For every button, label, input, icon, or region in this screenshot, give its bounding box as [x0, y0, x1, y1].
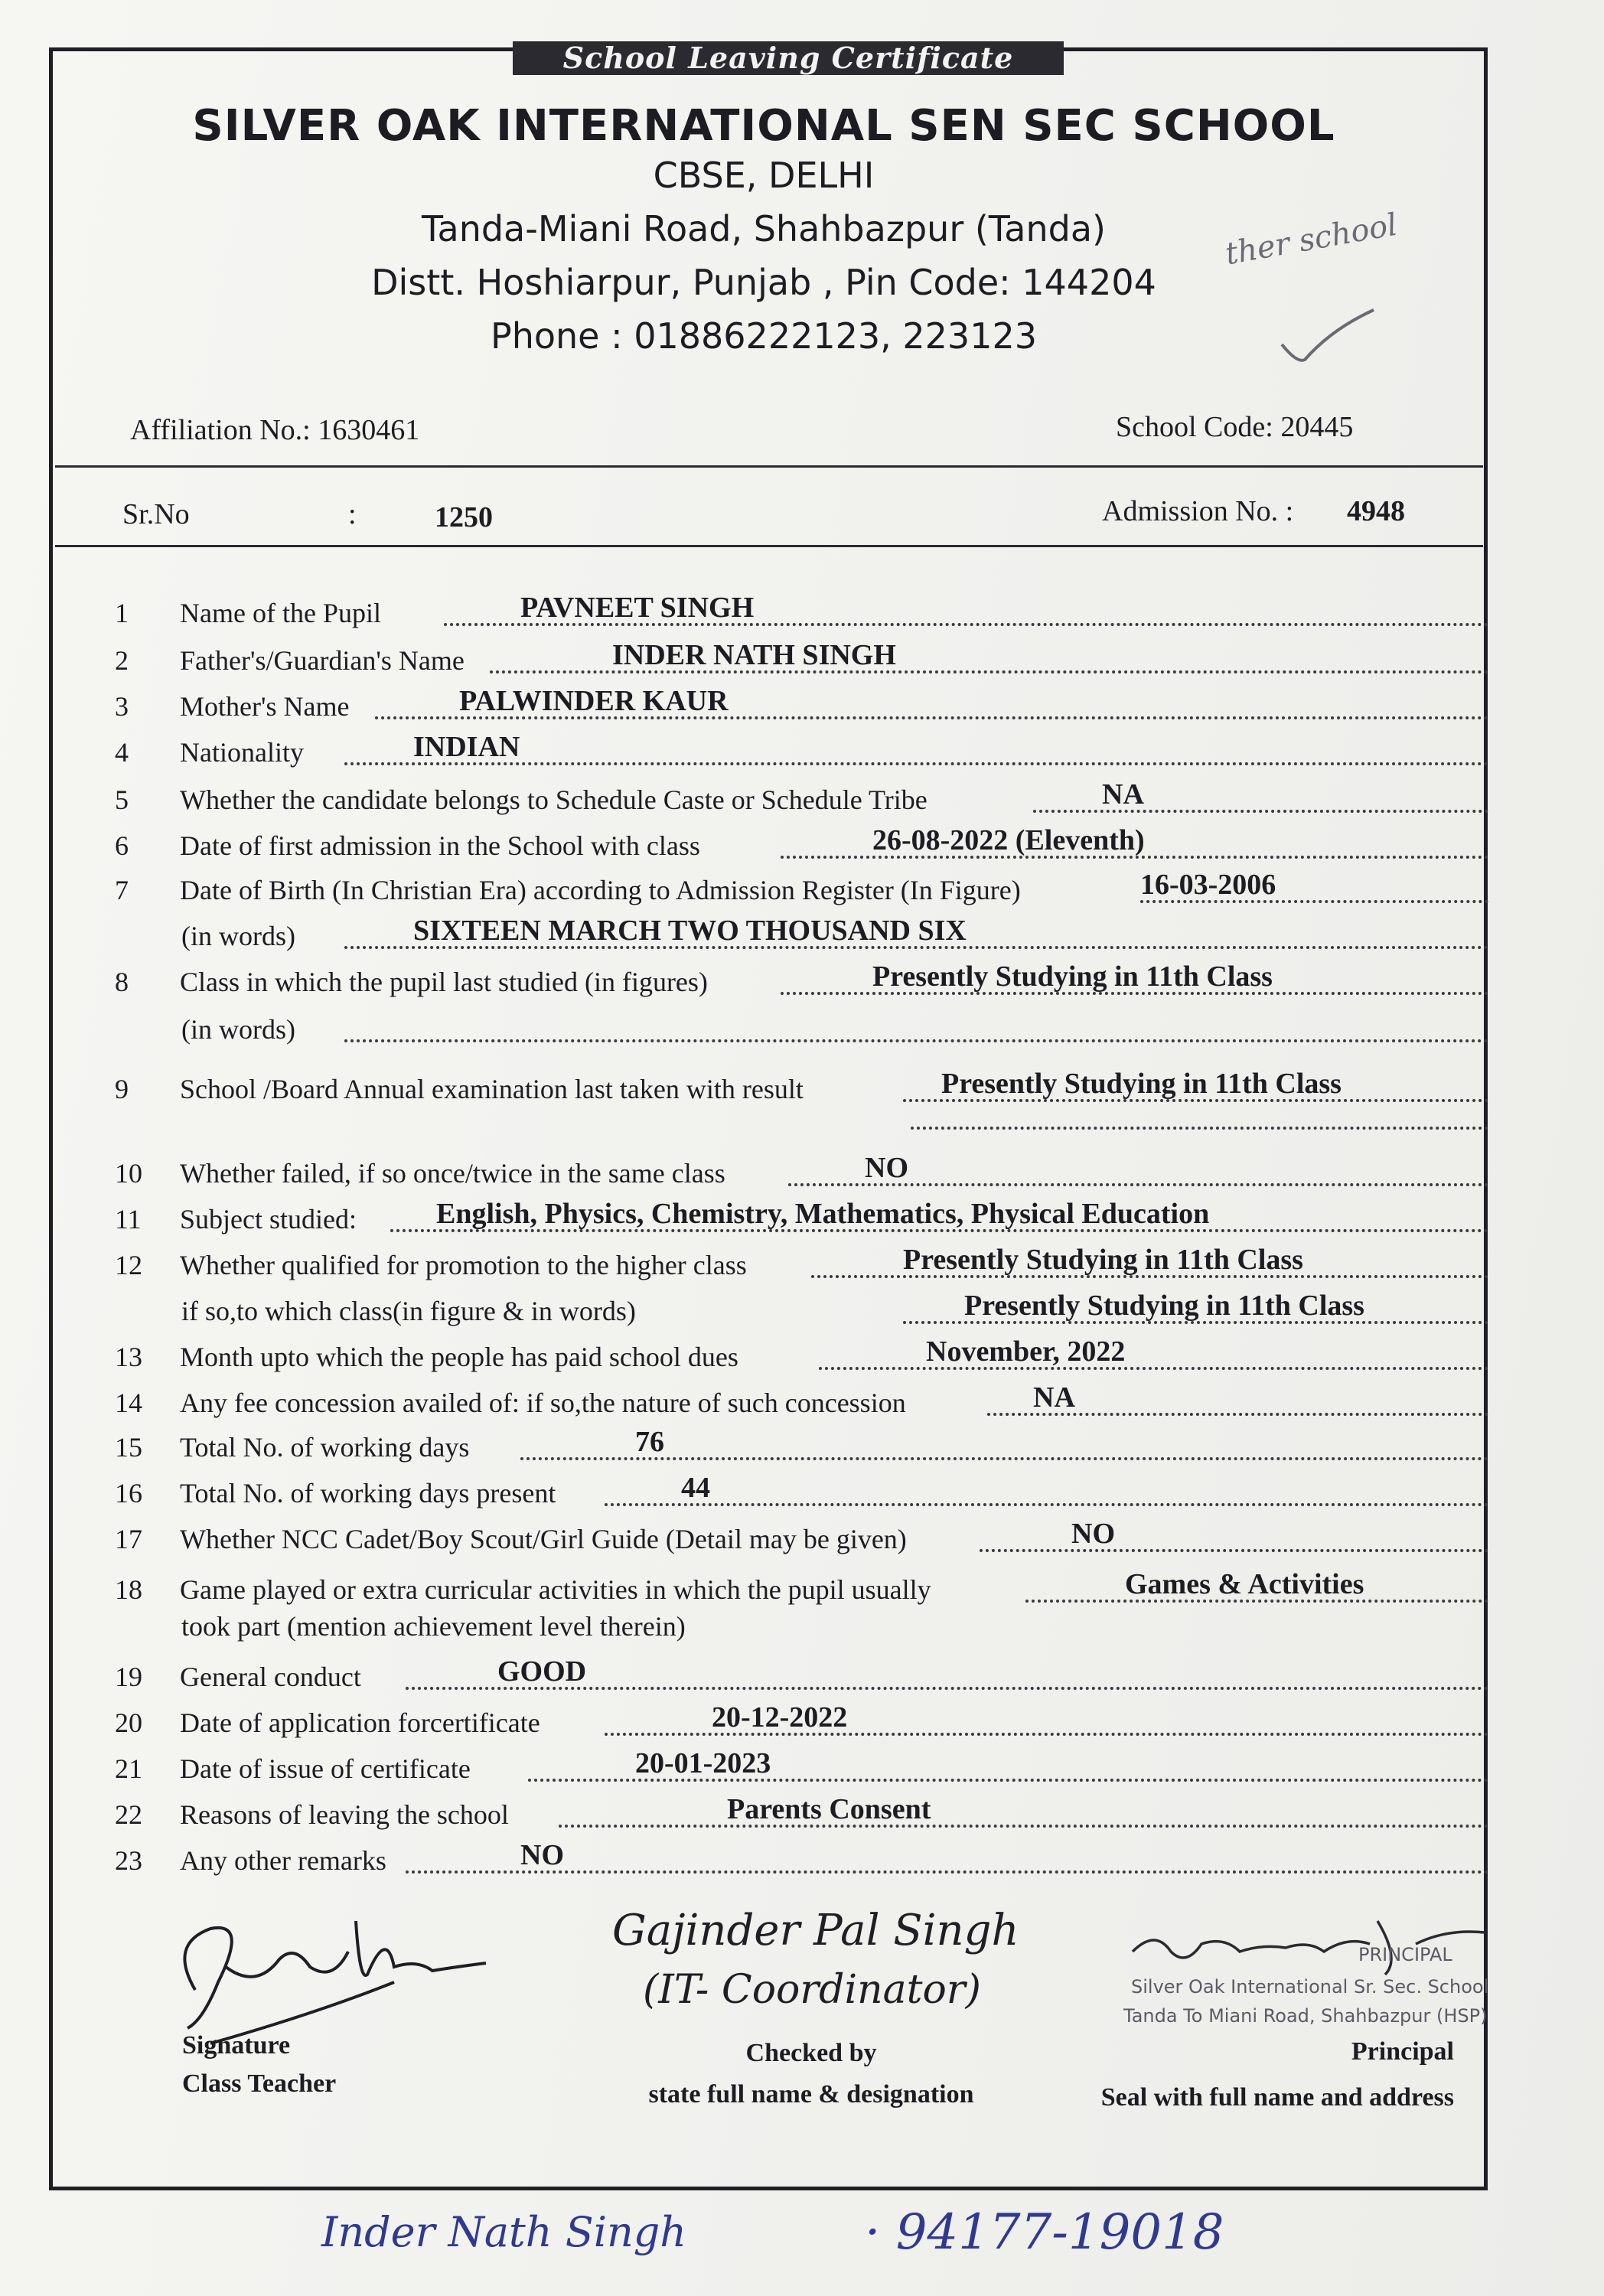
field-row [115, 1745, 1492, 1785]
field-value: 20-12-2022 [712, 1701, 848, 1733]
field-row [115, 1065, 1492, 1105]
field-label: Whether NCC Cadet/Boy Scout/Girl Guide (Detail may be given) [180, 1524, 907, 1554]
field-value: PALWINDER KAUR [459, 685, 729, 717]
class-teacher-label: Class Teacher [182, 2069, 337, 2098]
affiliation-number: Affiliation No.: 1630461 [130, 414, 420, 446]
admission-no-value: 4948 [1347, 495, 1405, 527]
field-number: 6 [115, 830, 129, 861]
footer-handwritten-phone: · 94177-19018 [865, 2204, 1224, 2261]
field-number: 4 [115, 737, 129, 768]
field-dotted-line [819, 1367, 1488, 1370]
field-number: 1 [115, 598, 129, 628]
field-row [115, 1837, 1492, 1877]
field-row [115, 1195, 1492, 1235]
field-value: English, Physics, Chemistry, Mathematics, Physical Education [436, 1198, 1210, 1230]
field-label: Total No. of working days [180, 1432, 470, 1463]
field-row [115, 1241, 1492, 1281]
address-line-1: Tanda-Miani Road, Shahbazpur (Tanda) [422, 208, 1106, 249]
certificate-banner: School Leaving Certificate [513, 41, 1064, 75]
field-row [115, 589, 1492, 629]
footer-handwritten-name: Inder Nath Singh [321, 2208, 687, 2256]
field-row [115, 1424, 1492, 1463]
field-number: 2 [115, 645, 129, 676]
school-name: SILVER OAK INTERNATIONAL SEN SEC SCHOOL [192, 101, 1335, 151]
field-label: Name of the Pupil [180, 598, 381, 628]
field-value: 44 [681, 1472, 710, 1504]
field-value: PAVNEET SINGH [520, 592, 755, 624]
field-value: INDER NATH SINGH [612, 639, 896, 671]
admission-no-label: Admission No. : [1102, 495, 1294, 527]
field-value: Presently Studying in 11th Class [872, 960, 1273, 993]
sr-no-value: 1250 [435, 501, 493, 533]
field-label: Father's/Guardian's Name [180, 645, 465, 676]
field-number: 17 [115, 1524, 142, 1554]
field-number: 23 [115, 1845, 142, 1876]
checked-by-handwritten-designation: (IT- Coordinator) [643, 1967, 981, 2013]
field-number: 12 [115, 1250, 142, 1280]
field-row [115, 1006, 1492, 1045]
field-value: Presently Studying in 11th Class [964, 1290, 1364, 1322]
class-teacher-signature [165, 1898, 532, 2051]
field-row [115, 1699, 1492, 1739]
field-number: 11 [115, 1204, 142, 1234]
field-number: 5 [115, 784, 129, 815]
field-value: NA [1033, 1381, 1075, 1414]
field-label: Whether qualified for promotion to the higher class [180, 1250, 747, 1280]
field-row [115, 1287, 1492, 1327]
field-label: Reasons of leaving the school [180, 1799, 509, 1830]
field-label: (in words) [181, 1014, 295, 1045]
field-row [115, 1150, 1492, 1189]
field-row [115, 866, 1492, 906]
field-label: Date of first admission in the School with class [180, 830, 700, 861]
sr-no-colon: : [348, 498, 357, 530]
field-value: NO [865, 1152, 908, 1184]
field-row [115, 1515, 1492, 1555]
field-dotted-line [911, 1127, 1488, 1130]
checked-by-caption: state full name & designation [648, 2080, 974, 2108]
field-dotted-line [406, 1870, 1488, 1874]
field-label: took part (mention achievement level therein) [181, 1611, 686, 1642]
field-dotted-line [520, 1457, 1488, 1460]
address-line-2: Distt. Hoshiarpur, Punjab , Pin Code: 144204 [371, 262, 1156, 303]
field-value: NA [1102, 778, 1144, 810]
field-dotted-line [559, 1825, 1488, 1828]
field-label: Whether the candidate belongs to Schedule Caste or Schedule Tribe [180, 784, 928, 815]
field-number: 15 [115, 1432, 142, 1463]
field-value: GOOD [497, 1655, 587, 1688]
sr-no-label: Sr.No [122, 498, 190, 530]
field-label: Mother's Name [180, 691, 350, 722]
field-value: 76 [635, 1426, 664, 1458]
field-number: 7 [115, 875, 129, 905]
field-number: 3 [115, 691, 129, 722]
field-value: INDIAN [413, 731, 520, 763]
school-code: School Code: 20445 [1116, 411, 1354, 443]
field-label: Any other remarks [180, 1845, 386, 1876]
field-label: Whether failed, if so once/twice in the same class [180, 1158, 725, 1189]
principal-caption: Seal with full name and address [1100, 2083, 1454, 2112]
check-mark-icon [1278, 306, 1377, 367]
field-row [115, 1566, 1492, 1606]
field-row [115, 1603, 1492, 1642]
field-label: Month upto which the people has paid school dues [180, 1342, 738, 1372]
field-row [115, 683, 1492, 722]
field-value: Presently Studying in 11th Class [941, 1068, 1342, 1100]
field-label: Class in which the pupil last studied (in figures) [180, 967, 708, 997]
field-label: Game played or extra curricular activities in which the pupil usually [180, 1574, 931, 1605]
field-value: Presently Studying in 11th Class [903, 1244, 1303, 1276]
field-label: Date of issue of certificate [180, 1753, 471, 1784]
field-label: Any fee concession availed of: if so,the nature of such concession [180, 1388, 906, 1418]
field-value: Games & Activities [1125, 1568, 1364, 1600]
field-number: 21 [115, 1753, 142, 1784]
field-label: Date of Birth (In Christian Era) according to Admission Register (In Figure) [180, 875, 1021, 905]
field-value: 26-08-2022 (Eleventh) [872, 824, 1145, 856]
field-value: NO [1071, 1518, 1115, 1550]
seal-line-2: Tanda To Miani Road, Shahbazpur (HSP) [1123, 2005, 1488, 2027]
field-number: 16 [115, 1478, 142, 1508]
principal-label: Principal [1351, 2037, 1454, 2066]
field-label: School /Board Annual examination last taken with result [180, 1074, 804, 1104]
field-row [115, 729, 1492, 768]
field-number: 19 [115, 1662, 142, 1692]
field-number: 20 [115, 1707, 142, 1738]
field-number: 22 [115, 1799, 142, 1830]
field-number: 18 [115, 1574, 142, 1605]
divider-top [55, 465, 1483, 468]
field-row [115, 1379, 1492, 1419]
field-label: Date of application forcertificate [180, 1707, 540, 1738]
field-row [115, 1333, 1492, 1373]
field-label: if so,to which class(in figure & in words) [181, 1296, 636, 1326]
checked-by-label: Checked by [745, 2039, 877, 2067]
field-value: SIXTEEN MARCH TWO THOUSAND SIX [413, 915, 967, 947]
field-label: (in words) [181, 921, 295, 951]
field-value: Parents Consent [727, 1793, 931, 1825]
field-row [115, 776, 1492, 816]
class-teacher-signature-label: Signature [182, 2031, 291, 2060]
seal-line-1: Silver Oak International Sr. Sec. School [1131, 1976, 1489, 1998]
field-row [115, 1791, 1492, 1831]
field-dotted-line [344, 1039, 1488, 1042]
field-label: Total No. of working days present [180, 1478, 556, 1508]
field-dotted-line [605, 1503, 1488, 1506]
field-label: General conduct [180, 1662, 361, 1692]
field-row [115, 637, 1492, 677]
field-row [115, 912, 1492, 952]
field-number: 9 [115, 1074, 129, 1104]
field-number: 8 [115, 967, 129, 997]
field-row [115, 958, 1492, 998]
margin-note-handwritten: ther school [1222, 207, 1400, 272]
field-label: Nationality [180, 737, 304, 768]
field-row [115, 1653, 1492, 1693]
field-value: November, 2022 [926, 1336, 1126, 1368]
divider-mid [55, 545, 1483, 547]
phone-number: Phone : 01886222123, 223123 [490, 315, 1037, 357]
field-value: 16-03-2006 [1140, 869, 1276, 901]
field-number: 10 [115, 1158, 142, 1189]
field-number: 14 [115, 1388, 142, 1418]
seal-title: PRINCIPAL [1358, 1944, 1452, 1965]
field-dotted-line [980, 1549, 1488, 1552]
field-label: Subject studied: [180, 1204, 357, 1234]
field-row [115, 822, 1492, 862]
field-number: 13 [115, 1342, 142, 1372]
checked-by-handwritten-name: Gajinder Pal Singh [612, 1906, 1019, 1955]
field-row [115, 1469, 1492, 1509]
field-value: NO [520, 1839, 564, 1871]
board-name: CBSE, DELHI [653, 155, 875, 196]
field-value: 20-01-2023 [635, 1747, 771, 1779]
